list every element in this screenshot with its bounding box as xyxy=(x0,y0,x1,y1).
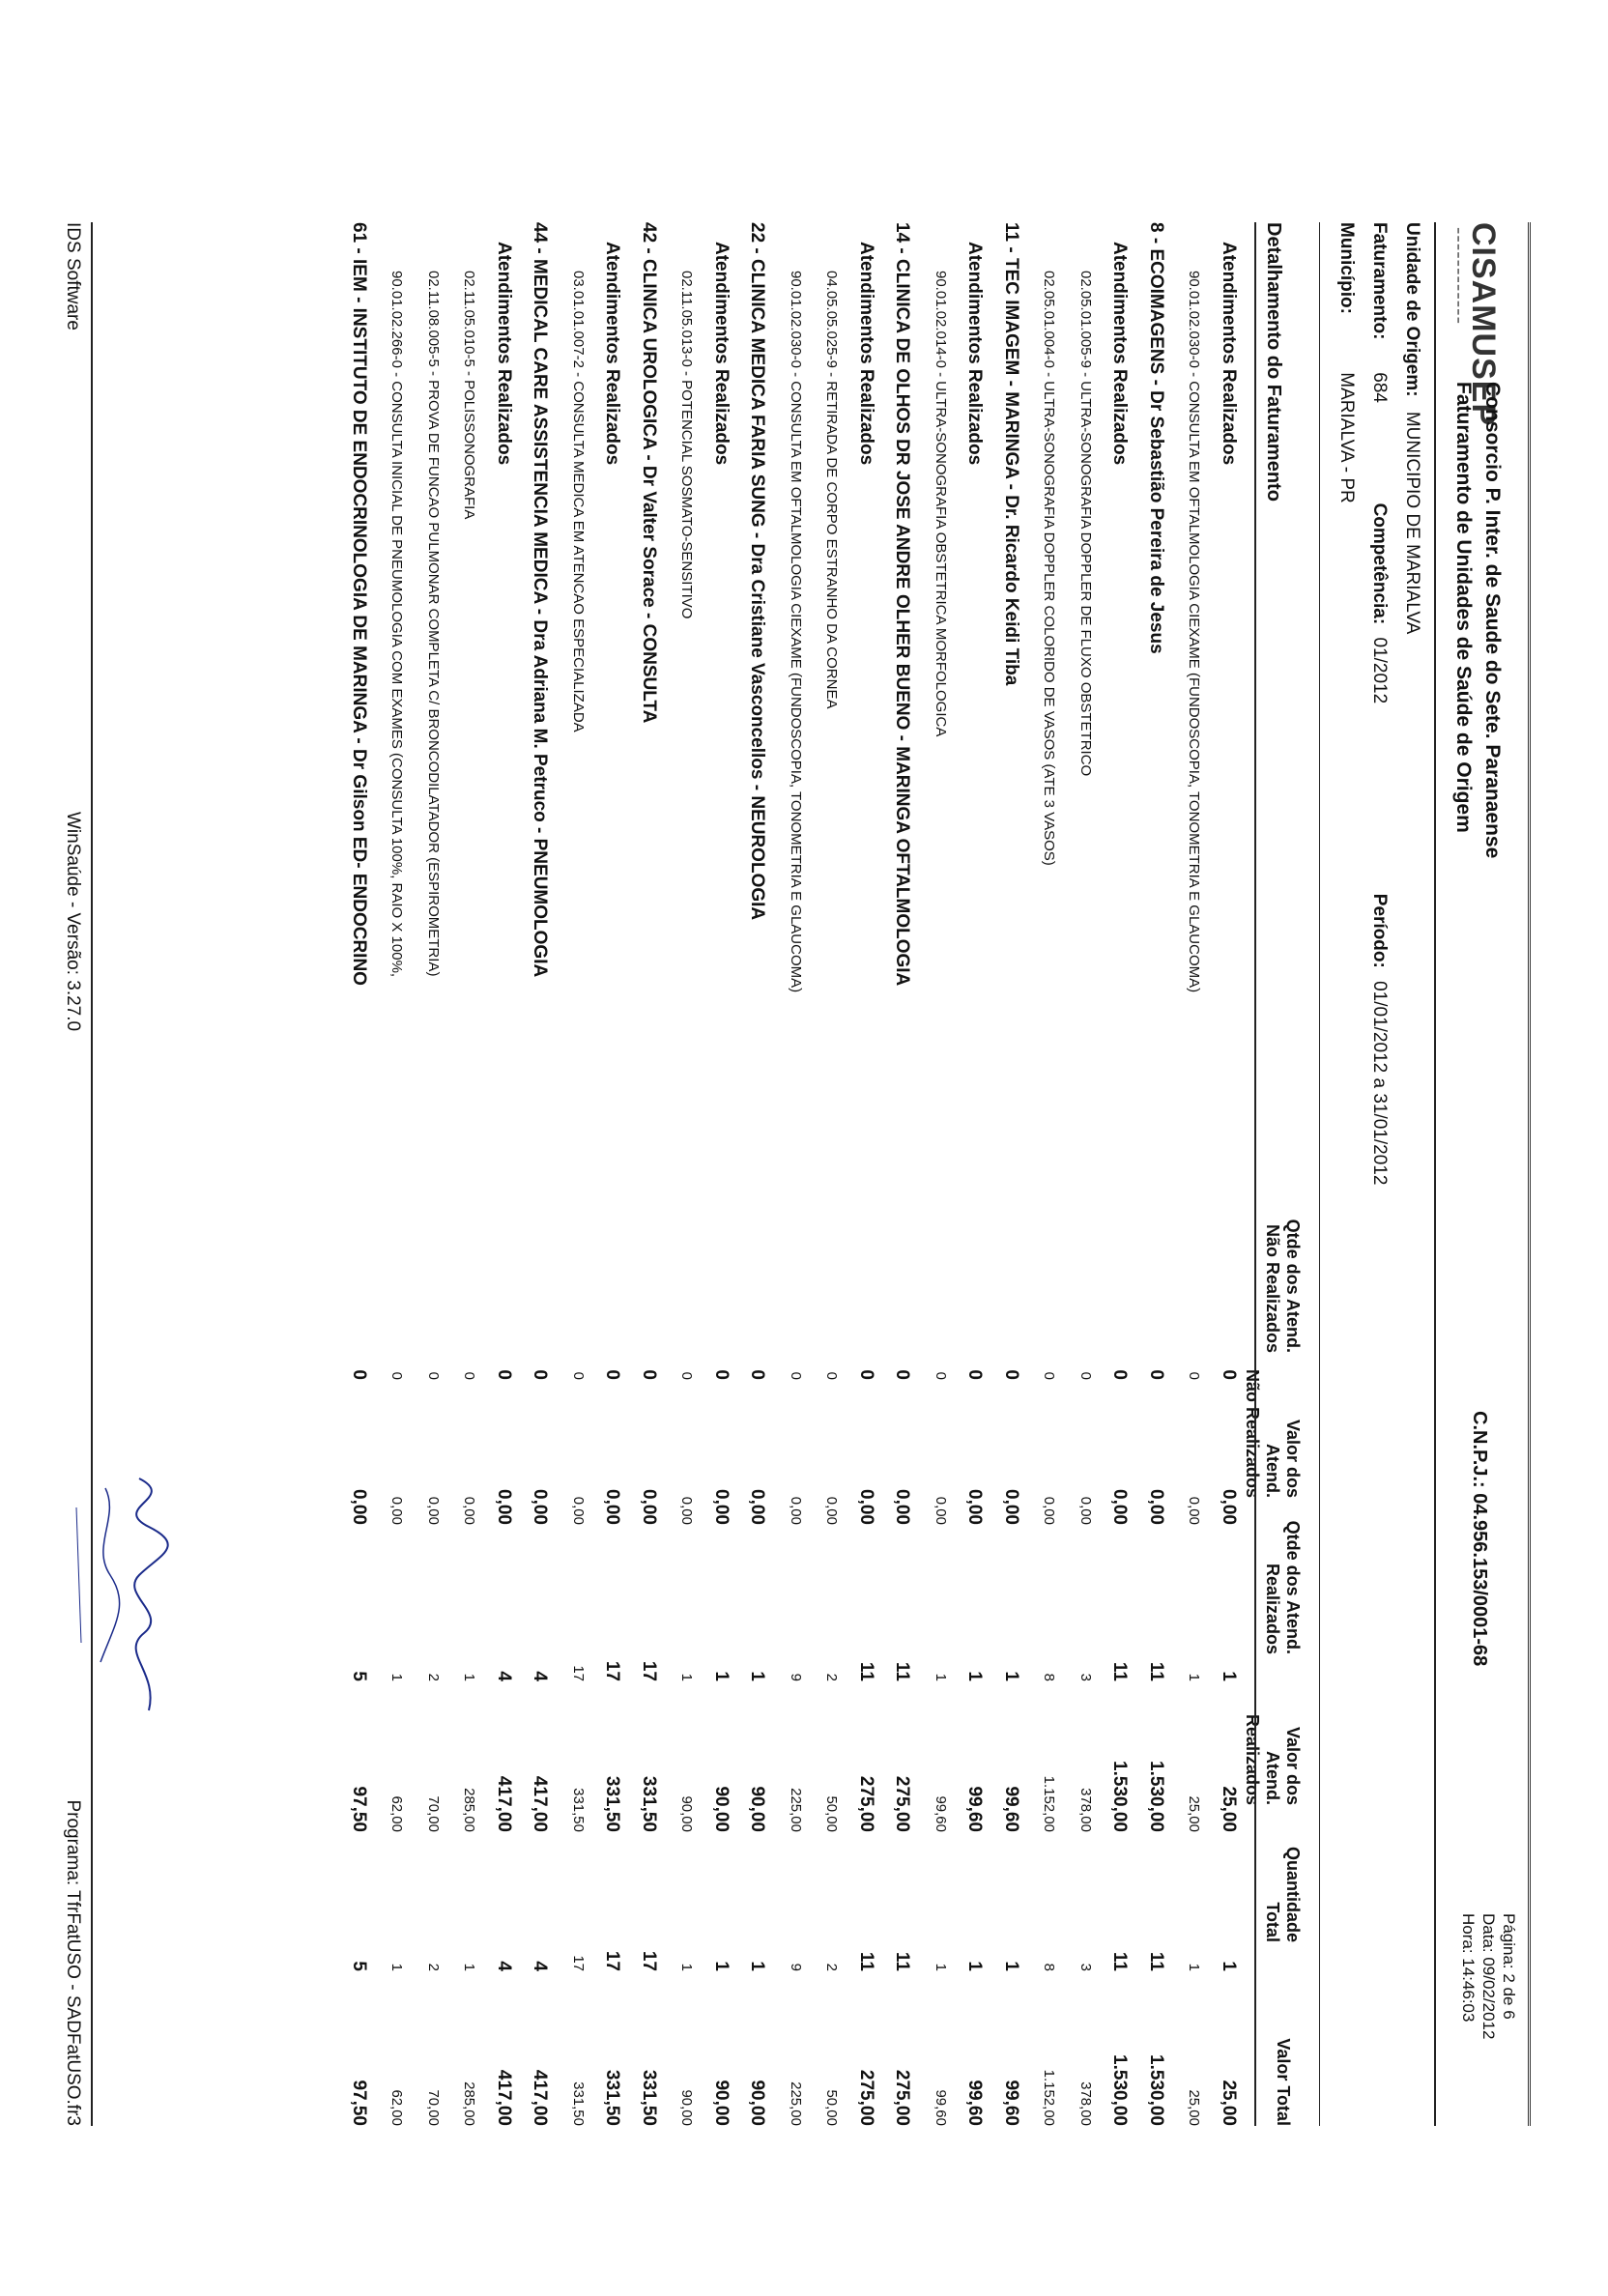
subtotal-row xyxy=(592,222,629,2126)
cell-qr: 1 xyxy=(747,1671,768,1681)
cell-qr: 1 xyxy=(1219,1671,1239,1681)
cell-vn: 0,00 xyxy=(1109,1489,1131,1525)
col-qtd-real-header xyxy=(1262,1519,1303,1654)
cell-vn: 0,00 xyxy=(639,1489,659,1525)
cell-vn: 0,00 xyxy=(1146,1489,1166,1525)
col-val-nao-l2: Não Realizados xyxy=(1243,1368,1262,1498)
col-qtd-nao-l2: Não Realizados xyxy=(1263,1223,1282,1353)
procedure-row xyxy=(412,222,448,2126)
procedure-row xyxy=(1027,222,1064,2126)
cell-desc: 90.01.02.014-0 - ULTRA-SONOGRAFIA OBSTETRICA MORFOLOGICA xyxy=(933,271,949,737)
cell-qr: 11 xyxy=(856,1661,876,1681)
cell-vt: 62,00 xyxy=(388,2089,406,2126)
cell-vt: 417,00 xyxy=(530,2069,551,2126)
col-qtd-total-l1: Quantidade xyxy=(1283,1846,1303,1942)
cell-desc: 42 - CLINICA UROLOGICA - Dr Valter Sorace - CONSULTA xyxy=(639,222,659,724)
procedure-row xyxy=(665,222,702,2126)
cell-qn: 0 xyxy=(823,1371,841,1380)
periodo-value: 01/01/2012 a 31/01/2012 xyxy=(1369,981,1390,1186)
provider-row xyxy=(991,222,1028,2126)
procedure-row xyxy=(557,222,593,2126)
cell-qr: 2 xyxy=(823,1673,841,1681)
unidade-label: Unidade de Origem: xyxy=(1402,222,1422,397)
footer-left: IDS Software xyxy=(63,222,83,330)
cell-qr: 5 xyxy=(349,1671,369,1681)
cell-desc: 02.11.05.010-5 - POLISSONOGRAFIA xyxy=(461,271,478,520)
org-title: Consorcio P. Inter. de Saude do Sete. Paranaense xyxy=(1481,382,1504,859)
cell-qr: 4 xyxy=(530,1671,551,1681)
cell-vn: 0,00 xyxy=(461,1496,478,1525)
cell-qt: 1 xyxy=(461,1963,478,1971)
col-val-nao-header xyxy=(1242,1363,1303,1498)
cell-vr: 417,00 xyxy=(530,1775,551,1832)
cell-vr: 331,50 xyxy=(570,1788,587,1832)
cell-desc: 61 - IEM - INSTITUTO DE ENDOCRINOLOGIA DE MARINGA - Dr Gilson ED- ENDOCRINO xyxy=(349,222,369,986)
competencia-value: 01/2012 xyxy=(1369,637,1390,704)
unidade-row xyxy=(1401,222,1422,634)
cell-vr: 1.152,00 xyxy=(1041,1775,1058,1832)
cell-desc: 02.05.01.005-9 - ULTRA-SONOGRAFIA DOPPLER DE FLUXO OBSTETRICO xyxy=(1077,271,1094,777)
cell-vr: 331,50 xyxy=(639,1775,659,1832)
cell-desc: Atendimentos Realizados xyxy=(602,242,623,466)
cnpj: C.N.P.J.: 04.956.153/0001-68 xyxy=(1469,1411,1490,1667)
cell-qn: 0 xyxy=(1109,1369,1131,1380)
cell-qn: 0 xyxy=(349,1369,369,1380)
header-rule xyxy=(1434,222,1436,2126)
cell-qr: 17 xyxy=(639,1660,659,1681)
col-val-total-header: Valor Total xyxy=(1274,2038,1293,2126)
procedure-row xyxy=(919,222,956,2126)
handwritten-signature xyxy=(52,1469,197,1720)
footer-center: WinSaúde - Versão: 3.27.0 xyxy=(63,812,83,1032)
cell-qt: 1 xyxy=(1001,1961,1021,1971)
cell-qn: 0 xyxy=(1041,1371,1058,1380)
cell-vr: 50,00 xyxy=(823,1795,841,1832)
faturamento-label: Faturamento: xyxy=(1369,222,1390,340)
col-qtd-total-header xyxy=(1262,1826,1303,1942)
cell-qn: 0 xyxy=(1219,1369,1239,1380)
cell-qt: 1 xyxy=(388,1963,406,1971)
cell-vr: 417,00 xyxy=(494,1775,514,1832)
cell-vr: 275,00 xyxy=(856,1775,876,1832)
cell-vt: 1.152,00 xyxy=(1041,2069,1058,2126)
cell-vt: 70,00 xyxy=(425,2089,442,2126)
procedure-row xyxy=(1172,222,1209,2126)
cell-qn: 0 xyxy=(747,1369,768,1380)
provider-row xyxy=(520,222,557,2126)
subtotal-row xyxy=(955,222,991,2126)
cell-qt: 1 xyxy=(678,1963,696,1971)
cell-vt: 285,00 xyxy=(461,2081,478,2126)
cell-vt: 25,00 xyxy=(1219,2080,1239,2126)
cell-vr: 285,00 xyxy=(461,1788,478,1832)
cell-qt: 11 xyxy=(1146,1951,1166,1971)
cell-vt: 225,00 xyxy=(788,2081,804,2126)
cell-vt: 1.530,00 xyxy=(1109,2054,1131,2126)
page-meta xyxy=(1458,1913,1519,2039)
provider-row xyxy=(737,222,774,2126)
cell-vr: 331,50 xyxy=(602,1775,623,1832)
municipio-label: Município: xyxy=(1336,222,1357,314)
cell-vt: 99,60 xyxy=(933,2089,949,2126)
cell-qr: 9 xyxy=(788,1673,804,1681)
subtotal-row xyxy=(1209,222,1246,2126)
cell-vr: 70,00 xyxy=(425,1795,442,1832)
cell-vn: 0,00 xyxy=(1001,1489,1021,1525)
cell-vr: 99,60 xyxy=(1001,1786,1021,1832)
municipio-row xyxy=(1335,222,1357,503)
cell-desc: 90.01.02.030-0 - CONSULTA EM OFTALMOLOGIA CIEXAME (FUNDOSCOPIA, TONOMETRIA E GLAUCOMA) xyxy=(788,271,804,993)
cell-vr: 99,60 xyxy=(933,1795,949,1832)
cell-qr: 11 xyxy=(892,1661,913,1681)
cell-qn: 0 xyxy=(639,1369,659,1380)
competencia-label: Competência: xyxy=(1369,502,1390,625)
cell-qn: 0 xyxy=(933,1371,949,1380)
cell-vr: 225,00 xyxy=(788,1788,804,1832)
cell-vt: 50,00 xyxy=(823,2089,841,2126)
cell-vn: 0,00 xyxy=(747,1489,768,1525)
faturamento-row xyxy=(1368,222,1390,1185)
report-time: Hora: 14:46:03 xyxy=(1459,1913,1478,2023)
cell-qt: 8 xyxy=(1041,1963,1058,1971)
unidade-value: MUNICIPIO DE MARIALVA xyxy=(1402,411,1422,635)
org-logo: CISAMUSEP xyxy=(1465,222,1502,427)
cell-desc: 02.11.08.005-5 - PROVA DE FUNCAO PULMONAR COMPLETA C/ BRONCODILATADOR (ESPIROMETRIA) xyxy=(425,271,442,977)
cell-vt: 417,00 xyxy=(494,2069,514,2126)
faturamento-value: 684 xyxy=(1369,372,1390,403)
cell-desc: Atendimentos Realizados xyxy=(711,242,732,466)
provider-row xyxy=(629,222,666,2126)
cell-qt: 1 xyxy=(711,1961,732,1971)
cell-desc: 03.01.01.007-2 - CONSULTA MEDICA EM ATENCAO ESPECIALIZADA xyxy=(570,271,587,732)
procedure-row xyxy=(810,222,847,2126)
header-top-rule xyxy=(1528,222,1531,2126)
cell-desc: Atendimentos Realizados xyxy=(1109,242,1131,466)
cell-qn: 0 xyxy=(1146,1369,1166,1380)
cell-qr: 1 xyxy=(678,1673,696,1681)
provider-row xyxy=(339,222,376,2126)
cell-vt: 378,00 xyxy=(1077,2081,1094,2126)
cell-desc: Atendimentos Realizados xyxy=(1219,242,1239,466)
cell-desc: Atendimentos Realizados xyxy=(856,242,876,466)
cell-desc: 11 - TEC IMAGEM - MARINGA - Dr. Ricardo Keidi Tiba xyxy=(1001,222,1021,686)
cell-qn: 0 xyxy=(964,1369,986,1380)
cell-vr: 25,00 xyxy=(1219,1786,1239,1832)
cell-qt: 11 xyxy=(892,1951,913,1971)
cell-qr: 17 xyxy=(570,1665,587,1681)
cell-qr: 1 xyxy=(1186,1673,1203,1681)
cell-desc: 14 - CLINICA DE OLHOS DR JOSE ANDRE OLHER BUENO - MARINGA OFTALMOLOGIA xyxy=(892,222,913,987)
cell-desc: 44 - MEDICAL CARE ASSISTENCIA MEDICA - Dra Adriana M. Petruco - PNEUMOLOGIA xyxy=(530,222,551,978)
cell-vt: 99,60 xyxy=(964,2080,986,2126)
col-qtd-nao-l1: Qtde dos Atend. xyxy=(1283,1219,1303,1353)
cell-qr: 8 xyxy=(1041,1673,1058,1681)
page-number: Página: 2 de 6 xyxy=(1500,1913,1518,2020)
cell-vr: 275,00 xyxy=(892,1775,913,1832)
cell-desc: 02.11.05.013-0 - POTENCIAL SOSMATO-SENSITIVO xyxy=(678,271,696,619)
cell-qr: 1 xyxy=(388,1673,406,1681)
cell-qn: 0 xyxy=(711,1369,732,1380)
cell-vn: 0,00 xyxy=(349,1489,369,1525)
col-qtd-real-l2: Realizados xyxy=(1263,1563,1282,1654)
info-rule xyxy=(1319,222,1320,2126)
cell-vn: 0,00 xyxy=(530,1489,551,1525)
cell-vt: 99,60 xyxy=(1001,2080,1021,2126)
cell-qn: 0 xyxy=(425,1371,442,1380)
cell-vt: 97,50 xyxy=(349,2080,369,2126)
cell-vn: 0,00 xyxy=(1077,1496,1094,1525)
logo-underline: ━━━━━━━━━━━━ xyxy=(1453,228,1463,327)
cell-vt: 331,50 xyxy=(570,2081,587,2126)
cell-vr: 90,00 xyxy=(711,1786,732,1832)
cell-vn: 0,00 xyxy=(1219,1489,1239,1525)
cell-vn: 0,00 xyxy=(494,1489,514,1525)
cell-vr: 378,00 xyxy=(1077,1788,1094,1832)
cell-qn: 0 xyxy=(494,1369,514,1380)
procedure-row xyxy=(447,222,484,2126)
cell-vn: 0,00 xyxy=(1186,1496,1203,1525)
cell-qn: 0 xyxy=(788,1371,804,1380)
cell-qr: 1 xyxy=(711,1671,732,1681)
cell-qn: 0 xyxy=(461,1371,478,1380)
cell-desc: Atendimentos Realizados xyxy=(964,242,986,466)
subtotal-row xyxy=(847,222,883,2126)
procedure-row xyxy=(375,222,412,2126)
cell-qn: 0 xyxy=(1186,1371,1203,1380)
cell-vr: 99,60 xyxy=(964,1786,986,1832)
cell-vt: 275,00 xyxy=(892,2069,913,2126)
cell-qn: 0 xyxy=(1001,1369,1021,1380)
cell-vn: 0,00 xyxy=(570,1496,587,1525)
cell-qt: 4 xyxy=(494,1961,514,1971)
cell-vt: 90,00 xyxy=(678,2089,696,2126)
billing-rows xyxy=(339,222,1246,2126)
cell-qt: 1 xyxy=(964,1961,986,1971)
cell-desc: 02.05.01.004-0 - ULTRA-SONOGRAFIA DOPPLER COLORIDO DE VASOS (ATE 3 VASOS) xyxy=(1041,271,1058,866)
cell-qr: 3 xyxy=(1077,1673,1094,1681)
cell-qr: 2 xyxy=(425,1673,442,1681)
cell-qt: 3 xyxy=(1077,1963,1094,1971)
cell-vt: 331,50 xyxy=(639,2069,659,2126)
cell-vt: 275,00 xyxy=(856,2069,876,2126)
cell-qn: 0 xyxy=(530,1369,551,1380)
subtotal-row xyxy=(484,222,521,2126)
report-date: Data: 09/02/2012 xyxy=(1479,1913,1498,2040)
procedure-row xyxy=(774,222,811,2126)
report-header xyxy=(1308,193,1540,2126)
municipio-value: MARIALVA - PR xyxy=(1336,372,1357,503)
col-val-real-header xyxy=(1242,1670,1303,1805)
provider-row xyxy=(882,222,919,2126)
cell-qt: 11 xyxy=(1109,1951,1131,1971)
col-detail-header: Detalhamento do Faturamento xyxy=(1263,222,1284,502)
cell-desc: 90.01.02.266-0 - CONSULTA INICIAL DE PNEUMOLOGIA COM EXAMES (CONSULTA 100%, RAIO X 100%, xyxy=(388,271,406,978)
cell-vr: 90,00 xyxy=(678,1795,696,1832)
report-page xyxy=(33,193,1540,2126)
footer-right: Programa: TfrFatUSO - SADFatUSO.fr3 xyxy=(63,1799,83,2126)
cell-vn: 0,00 xyxy=(823,1496,841,1525)
cell-vt: 90,00 xyxy=(747,2080,768,2126)
provider-row xyxy=(1136,222,1173,2126)
cell-vr: 1.530,00 xyxy=(1109,1761,1131,1832)
cell-vn: 0,00 xyxy=(788,1496,804,1525)
cell-qr: 11 xyxy=(1146,1661,1166,1681)
cell-qt: 5 xyxy=(349,1961,369,1971)
col-val-real-l2: Realizados xyxy=(1243,1713,1262,1805)
cell-qr: 11 xyxy=(1109,1661,1131,1681)
cell-qr: 1 xyxy=(964,1671,986,1681)
cell-qt: 9 xyxy=(788,1963,804,1971)
cell-vn: 0,00 xyxy=(388,1496,406,1525)
cell-vr: 90,00 xyxy=(747,1786,768,1832)
cell-qn: 0 xyxy=(1077,1371,1094,1380)
col-qtd-real-l1: Qtde dos Atend. xyxy=(1283,1520,1303,1654)
cell-qt: 1 xyxy=(1219,1961,1239,1971)
periodo-label: Período: xyxy=(1369,893,1390,968)
col-qtd-total-l2: Total xyxy=(1263,1902,1282,1942)
cell-vn: 0,00 xyxy=(711,1489,732,1525)
cell-qt: 17 xyxy=(570,1955,587,1971)
cell-vn: 0,00 xyxy=(425,1496,442,1525)
cell-vt: 25,00 xyxy=(1186,2089,1203,2126)
cell-vn: 0,00 xyxy=(964,1489,986,1525)
cell-qt: 11 xyxy=(856,1951,876,1971)
cell-qn: 0 xyxy=(856,1369,876,1380)
cell-qr: 4 xyxy=(494,1671,514,1681)
cell-qn: 0 xyxy=(388,1371,406,1380)
cell-desc: 04.05.05.025-9 - RETIRADA DE CORPO ESTRANHO DA CORNEA xyxy=(823,271,841,709)
cell-desc: 90.01.02.030-0 - CONSULTA EM OFTALMOLOGIA CIEXAME (FUNDOSCOPIA, TONOMETRIA E GLAUCOMA) xyxy=(1186,271,1203,993)
cell-qn: 0 xyxy=(602,1369,623,1380)
cell-qt: 17 xyxy=(639,1950,659,1971)
cell-vn: 0,00 xyxy=(602,1489,623,1525)
cell-vn: 0,00 xyxy=(892,1489,913,1525)
cell-qr: 1 xyxy=(461,1673,478,1681)
cell-vn: 0,00 xyxy=(678,1496,696,1525)
subtotal-row xyxy=(1100,222,1136,2126)
cell-vn: 0,00 xyxy=(933,1496,949,1525)
cell-vn: 0,00 xyxy=(856,1489,876,1525)
cell-qt: 2 xyxy=(823,1963,841,1971)
cell-desc: 22 - CLINICA MEDICA FARIA SUNG - Dra Cristiane Vasconcellos - NEUROLOGIA xyxy=(747,222,768,921)
cell-vr: 97,50 xyxy=(349,1786,369,1832)
cell-vr: 62,00 xyxy=(388,1795,406,1832)
cell-qt: 1 xyxy=(747,1961,768,1971)
footer-rule xyxy=(91,222,93,2126)
col-val-nao-l1: Valor dos Atend. xyxy=(1263,1419,1303,1498)
cell-qn: 0 xyxy=(892,1369,913,1380)
cell-qt: 4 xyxy=(530,1961,551,1971)
cell-vt: 331,50 xyxy=(602,2069,623,2126)
cell-qr: 1 xyxy=(1001,1671,1021,1681)
cell-desc: 8 - ECOIMAGENS - Dr Sebastião Pereira de Jesus xyxy=(1146,222,1166,654)
cell-qr: 17 xyxy=(602,1660,623,1681)
procedure-row xyxy=(1064,222,1101,2126)
cell-qt: 1 xyxy=(1186,1963,1203,1971)
cell-vn: 0,00 xyxy=(1041,1496,1058,1525)
subtotal-row xyxy=(702,222,738,2126)
cell-qr: 1 xyxy=(933,1673,949,1681)
cell-vr: 1.530,00 xyxy=(1146,1761,1166,1832)
cell-vt: 90,00 xyxy=(711,2080,732,2126)
cell-qt: 17 xyxy=(602,1950,623,1971)
column-header-rule xyxy=(1254,222,1256,2126)
cell-qt: 1 xyxy=(933,1963,949,1971)
cell-vt: 1.530,00 xyxy=(1146,2054,1166,2126)
col-qtd-nao-header xyxy=(1262,1218,1303,1353)
cell-qt: 2 xyxy=(425,1963,442,1971)
cell-qn: 0 xyxy=(570,1371,587,1380)
cell-vr: 25,00 xyxy=(1186,1795,1203,1832)
cell-desc: Atendimentos Realizados xyxy=(494,242,514,466)
cell-qn: 0 xyxy=(678,1371,696,1380)
report-title: Faturamento de Unidades de Saúde de Origem xyxy=(1452,382,1475,833)
col-val-real-l1: Valor dos Atend. xyxy=(1263,1726,1303,1805)
